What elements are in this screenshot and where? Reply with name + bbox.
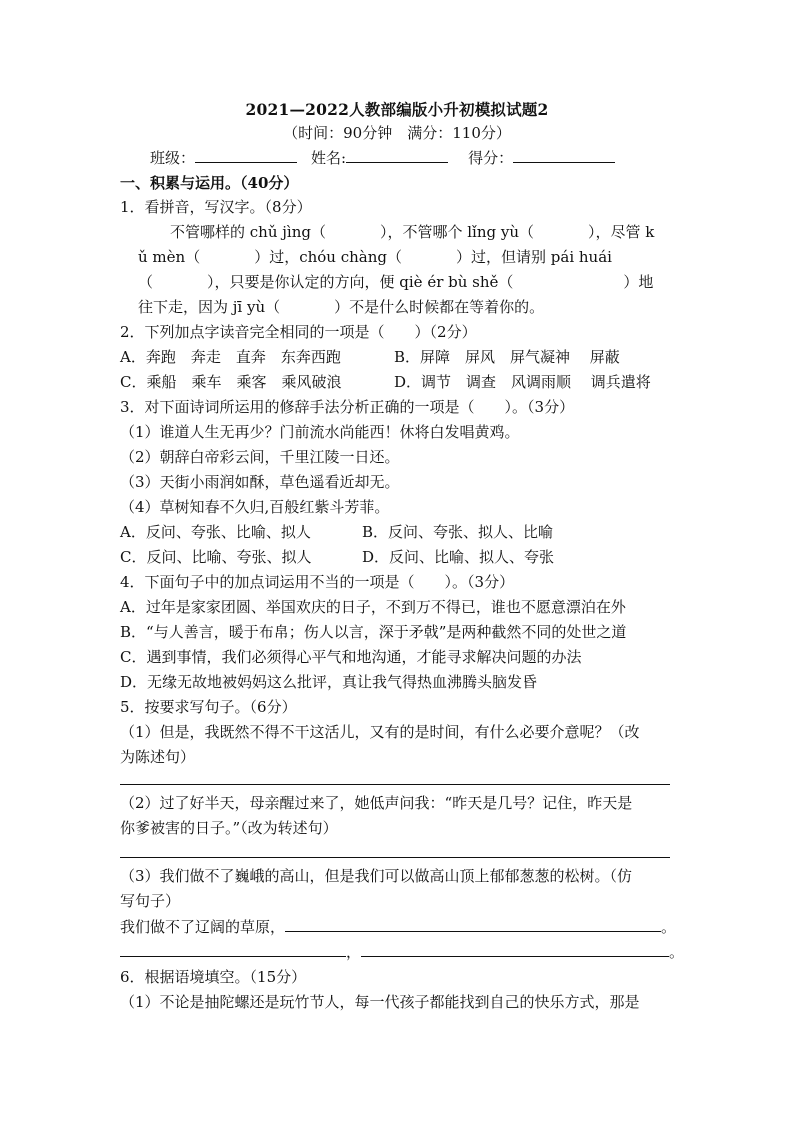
score-blank[interactable] xyxy=(513,148,615,163)
q4-option-b[interactable]: B．“与人善言，暖于布帛；伤人以言，深于矛戟”是两种截然不同的处世之道 xyxy=(120,623,627,641)
answer-line[interactable] xyxy=(361,942,669,957)
q1-text: ）不是什么时候都在等着你的。 xyxy=(334,298,545,316)
answer-line[interactable] xyxy=(120,857,670,858)
q1-prompt: 1．看拼音，写汉字。（8分） xyxy=(120,198,312,216)
q1-text: ）过，但请别 pái huái xyxy=(456,248,612,266)
q1-text: 往下走，因为 jī yù（ xyxy=(138,298,281,316)
end-mark: 。 xyxy=(669,943,685,961)
q2-options-row2 xyxy=(120,371,651,393)
q1-line4 xyxy=(138,296,544,318)
name-label: 姓名: xyxy=(311,149,347,167)
q1-line1 xyxy=(170,221,654,243)
q3-option-d[interactable]: D．反问、比喻、拟人、夸张 xyxy=(362,548,555,566)
q6-sentence1: （1）不论是抽陀螺还是玩竹节人，每一代孩子都能找到自己的快乐方式，那是 xyxy=(120,993,640,1011)
q1-text: ）过，chóu chàng（ xyxy=(254,248,402,266)
q3-option-a[interactable]: A．反问、夸张、比喻、拟人 xyxy=(120,523,311,541)
class-blank[interactable] xyxy=(195,148,297,163)
q5-imitation-line2 xyxy=(120,941,684,963)
q1-text: ）地 xyxy=(623,273,654,291)
q5-sentence2-a: （2）过了好半天，母亲醒过来了，她低声问我：“昨天是几号？记住，昨天是 xyxy=(120,794,633,812)
q1-text: ），尽管 k xyxy=(588,223,655,241)
q4-option-a[interactable]: A．过年是家家团圆、举国欢庆的日子，不到万不得已，谁也不愿意漂泊在外 xyxy=(120,598,626,616)
section-heading: 一、积累与运用。（40分） xyxy=(120,174,299,192)
q1-text: 不管哪样的 chǔ jìng（ xyxy=(170,223,326,241)
exam-time-score: （时间：90分钟 满分：110分） xyxy=(283,124,511,142)
q6-prompt: 6．根据语境填空。（15分） xyxy=(120,968,307,986)
q1-line3 xyxy=(138,271,653,293)
q3-poem-3: （3）天街小雨润如酥，草色遥看近却无。 xyxy=(120,473,400,491)
q1-text: ），不管哪个 lǐng yù（ xyxy=(379,223,535,241)
q4-option-d[interactable]: D．无缘无故地被妈妈这么批评，真让我气得热血沸腾头脑发昏 xyxy=(120,673,538,691)
q3-poem-4: （4）草树知春不久归,百般红紫斗芳菲。 xyxy=(120,498,390,516)
q5-sentence3-b: 写句子） xyxy=(120,892,181,910)
q1-text: ǔ mèn（ xyxy=(138,248,201,266)
q2-option-d[interactable]: D．调节 调查 风调雨顺 调兵遣将 xyxy=(394,373,651,391)
student-info-line xyxy=(150,147,629,168)
q5-sentence2-b: 你爹被害的日子。”（改为转述句） xyxy=(120,819,338,837)
name-blank[interactable] xyxy=(346,148,448,163)
q3-option-b[interactable]: B．反问、夸张、拟人、比喻 xyxy=(362,523,554,541)
q5-prompt: 5．按要求写句子。（6分） xyxy=(120,698,297,716)
q2-option-c[interactable]: C．乘船 乘车 乘客 乘风破浪 xyxy=(120,373,342,391)
answer-line[interactable] xyxy=(120,942,346,957)
q5-sentence1-b: 为陈述句） xyxy=(120,748,196,766)
q3-poem-1: （1）谁道人生无再少？门前流水尚能西！休将白发唱黄鸡。 xyxy=(120,423,520,441)
comma-mark: ， xyxy=(346,943,362,961)
q2-prompt: 2．下列加点字读音完全相同的一项是（ ）（2分） xyxy=(120,323,477,341)
q1-line2 xyxy=(138,246,612,268)
end-mark: 。 xyxy=(661,918,677,936)
q3-poem-2: （2）朝辞白帝彩云间，千里江陵一日还。 xyxy=(120,448,400,466)
q1-text: （ xyxy=(138,273,154,291)
q5-sentence1-a: （1）但是，我既然不得不干这活儿，又有的是时间，有什么必要介意呢？（改 xyxy=(120,723,640,741)
q4-prompt: 4．下面句子中的加点词运用不当的一项是（ ）。（3分） xyxy=(120,573,515,591)
q1-text: ），只要是你认定的方向，便 qiè ér bù shě（ xyxy=(207,273,514,291)
q2-option-a[interactable]: A．奔跑 奔走 直奔 东奔西跑 xyxy=(120,348,341,366)
class-label: 班级： xyxy=(150,149,196,167)
score-label: 得分： xyxy=(468,149,514,167)
q5-imitation-start: 我们做不了辽阔的草原， xyxy=(120,918,286,936)
q3-option-c[interactable]: C．反问、比喻、夸张、拟人 xyxy=(120,548,312,566)
page-title: 2021—2022人教部编版小升初模拟试题2 xyxy=(245,100,549,119)
q3-prompt: 3．对下面诗词所运用的修辞手法分析正确的一项是（ ）。（3分） xyxy=(120,398,575,416)
q3-options-row1 xyxy=(120,521,553,543)
q3-options-row2 xyxy=(120,546,554,568)
answer-line[interactable] xyxy=(120,784,670,785)
answer-line[interactable] xyxy=(285,917,661,932)
q5-sentence3-a: （3）我们做不了巍峨的高山，但是我们可以做高山顶上郁郁葱葱的松树。（仿 xyxy=(120,867,633,885)
q4-option-c[interactable]: C．遇到事情，我们必须得心平气和地沟通，才能寻求解决问题的办法 xyxy=(120,648,582,666)
q2-options-row1 xyxy=(120,346,620,368)
q2-option-b[interactable]: B．屏障 屏风 屏气凝神 屏蔽 xyxy=(394,348,620,366)
q5-imitation-line1 xyxy=(120,916,676,938)
